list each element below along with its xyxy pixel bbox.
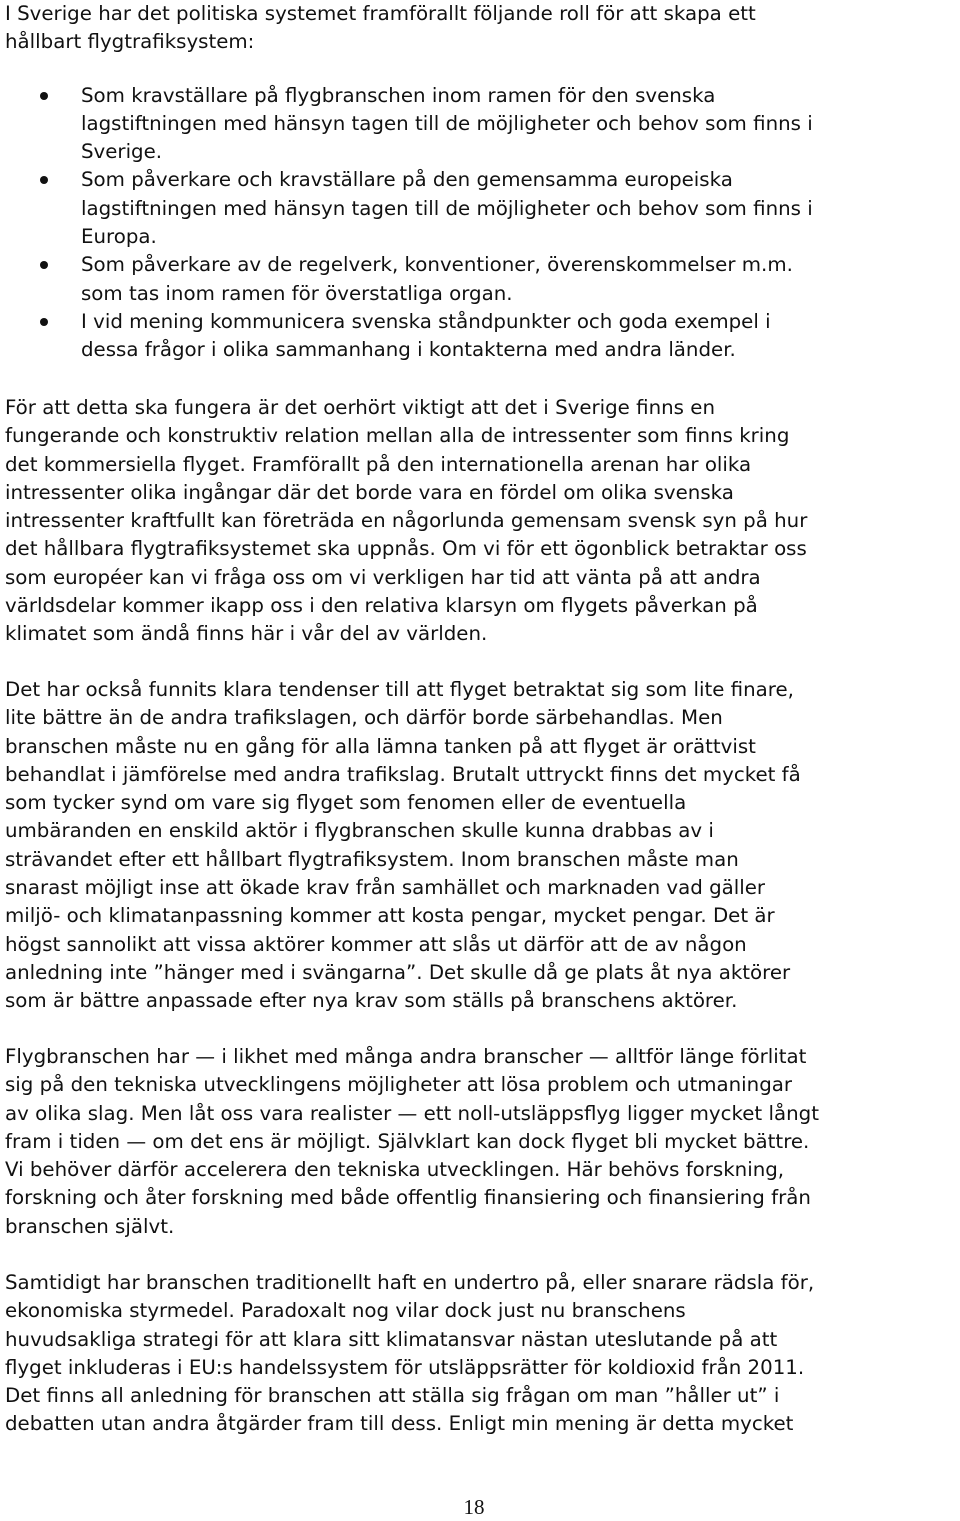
- bullet-icon: [40, 176, 48, 184]
- body-paragraph: [0, 1043, 960, 1241]
- intro-section: [0, 0, 951, 365]
- text-line: miljö- och klimatanpassning kommer att kosta pengar, mycket pengar. Det är: [5, 904, 775, 928]
- body-paragraph: [0, 394, 960, 649]
- text-line: av olika slag. Men låt oss vara realister — ett noll-utsläppsflyg ligger mycket långt: [5, 1101, 819, 1125]
- text-line: som är bättre anpassade efter nya krav som ställs på branschens aktörer.: [5, 989, 738, 1013]
- bullet-icon: [40, 261, 48, 269]
- text-line: som européer kan vi fråga oss om vi verkligen har tid att vänta på att andra: [5, 565, 761, 589]
- text-line: ekonomiska styrmedel. Paradoxalt nog vilar dock just nu branschens: [5, 1299, 686, 1323]
- text-line: flyget inkluderas i EU:s handelssystem för utsläppsrätter för koldioxid från 2011.: [5, 1355, 805, 1379]
- text-line: Det finns all anledning för branschen att ställa sig frågan om man ”håller ut” i: [5, 1384, 780, 1408]
- text-line: Som påverkare av de regelverk, konventioner, överenskommelser m.m.: [81, 253, 793, 277]
- text-line: huvudsakliga strategi för att klara sitt klimatansvar nästan uteslutande på att: [5, 1327, 778, 1351]
- text-line: behandlat i jämförelse med andra trafikslag. Brutalt uttryckt finns det mycket få: [5, 762, 801, 786]
- text-line: I vid mening kommunicera svenska ståndpunkter och goda exempel i: [81, 309, 771, 333]
- bullet-icon: [40, 92, 48, 100]
- text-line: branschen måste nu en gång för alla lämna tanken på att flyget är orättvist: [5, 734, 756, 758]
- text-line: Flygbranschen har — i likhet med många andra branscher — alltför länge förlitat: [5, 1045, 807, 1068]
- text-line: det hållbara flygtrafiksystemet ska uppnås. Om vi för ett ögonblick betraktar oss: [5, 537, 807, 561]
- bullet-icon: [40, 318, 48, 326]
- text-line: branschen självt.: [5, 1214, 175, 1238]
- text-line: Europa.: [81, 225, 157, 249]
- text-line: I Sverige har det politiska systemet framförallt följande roll för att skapa ett: [5, 2, 756, 25]
- text-line: som tas inom ramen för överstatliga organ.: [81, 281, 513, 305]
- text-line: snarast möjligt inse att ökade krav från samhället och marknaden vad gäller: [5, 876, 766, 900]
- intro-paragraph: [0, 0, 945, 57]
- bullet-item: [0, 166, 951, 251]
- text-line: strävandet efter ett hållbart flygtrafiksystem. Inom branschen måste man: [5, 847, 739, 871]
- text-line: som tycker synd om vare sig flyget som fenomen eller de eventuella: [5, 791, 687, 815]
- text-line: Vi behöver därför accelerera den tekniska utvecklingen. Här behövs forskning,: [5, 1158, 785, 1182]
- page-number: 18: [463, 1495, 485, 1519]
- text-line: fungerande och konstruktiv relation mellan alla de intressenter som finns kring: [5, 424, 790, 448]
- text-line: dessa frågor i olika sammanhang i kontakterna med andra länder.: [81, 338, 736, 362]
- text-line: lagstiftningen med hänsyn tagen till de möjligheter och behov som finns i: [81, 196, 813, 220]
- text-line: Som påverkare och kravställare på den gemensamma europeiska: [81, 168, 733, 192]
- bullet-list: [0, 82, 951, 365]
- text-line: Samtidigt har branschen traditionellt haft en undertro på, eller snarare rädsla för,: [5, 1271, 815, 1294]
- text-line: debatten utan andra åtgärder fram till dess. Enligt min mening är detta mycket: [5, 1412, 794, 1436]
- text-line: hållbart flygtrafiksystem:: [5, 30, 255, 54]
- text-line: fram i tiden — om det ens är möjligt. Självklart kan dock flyget bli mycket bättre.: [5, 1129, 810, 1153]
- text-line: För att detta ska fungera är det oerhört viktigt att det i Sverige finns en: [5, 396, 715, 419]
- bullet-item: [0, 308, 951, 365]
- text-line: sig på den tekniska utvecklingens möjligheter att lösa problem och utmaningar: [5, 1073, 792, 1097]
- text-line: Som kravställare på flygbranschen inom ramen för den svenska: [81, 83, 716, 107]
- text-line: högst sannolikt att vissa aktörer kommer att slås ut därför att de av någon: [5, 932, 747, 956]
- body-paragraph: [0, 676, 960, 1016]
- text-line: Det har också funnits klara tendenser till att flyget betraktat sig som lite finare,: [5, 678, 794, 701]
- text-line: lagstiftningen med hänsyn tagen till de möjligheter och behov som finns i: [81, 111, 813, 135]
- bullet-item: [0, 251, 951, 308]
- text-line: intressenter olika ingångar där det borde vara en fördel om olika svenska: [5, 480, 734, 504]
- text-line: intressenter kraftfullt kan företräda en någorlunda gemensam svensk syn på hur: [5, 509, 808, 533]
- text-line: lite bättre än de andra trafikslagen, och därför borde särbehandlas. Men: [5, 706, 723, 730]
- text-line: forskning och åter forskning med både offentlig finansiering och finansiering från: [5, 1186, 811, 1210]
- text-line: umbäranden en enskild aktör i flygbranschen skulle kunna drabbas av i: [5, 819, 714, 843]
- text-line: det kommersiella flyget. Framförallt på den internationella arenan har olika: [5, 452, 752, 476]
- body-paragraph: [0, 1269, 960, 1439]
- text-line: Sverige.: [81, 140, 163, 164]
- text-line: anledning inte ”hänger med i svängarna”. Det skulle då ge plats åt nya aktörer: [5, 960, 791, 984]
- bullet-item: [0, 82, 951, 167]
- text-line: klimatet som ändå finns här i vår del av världen.: [5, 622, 488, 646]
- text-line: världsdelar kommer ikapp oss i den relativa klarsyn om flygets påverkan på: [5, 594, 758, 618]
